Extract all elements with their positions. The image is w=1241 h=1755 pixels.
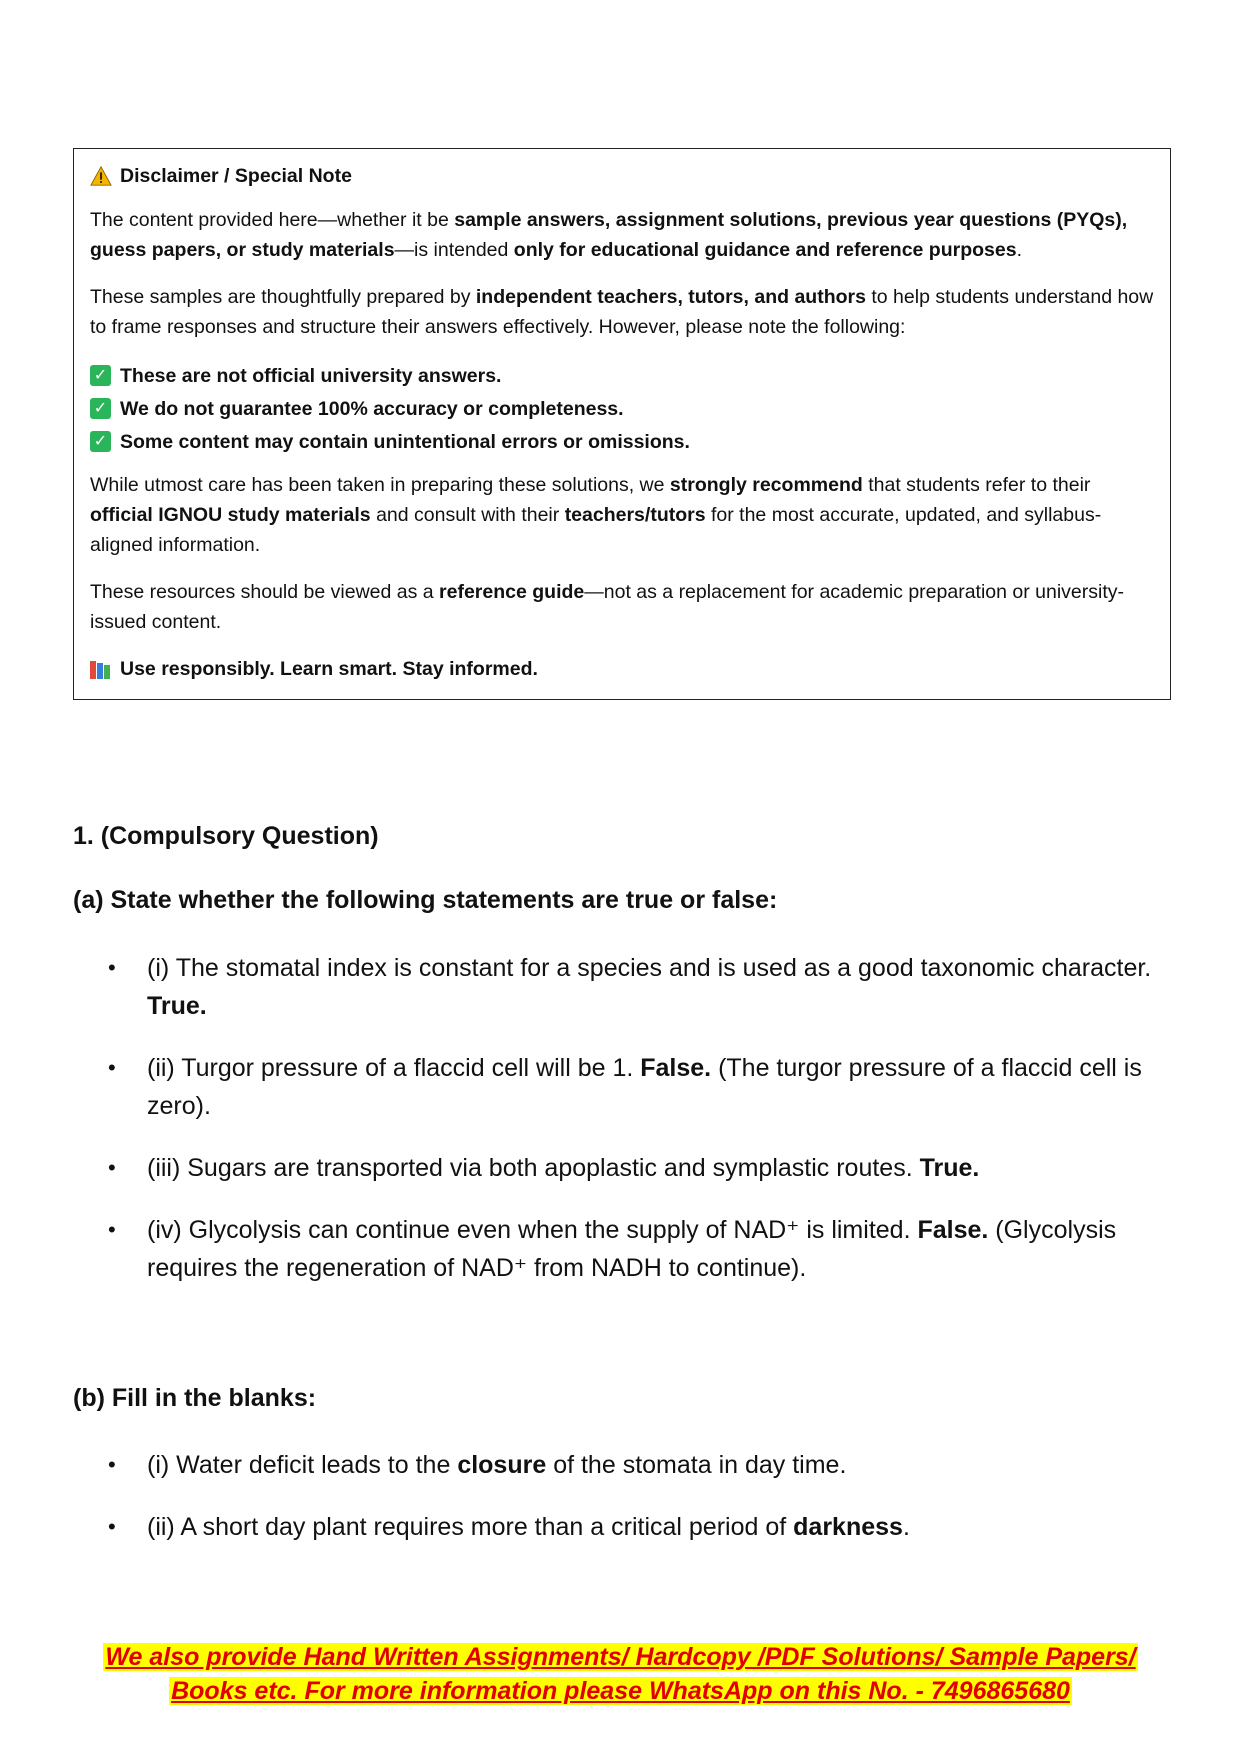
warning-icon xyxy=(90,165,112,187)
disclaimer-title-row xyxy=(90,161,1154,191)
disclaimer-paragraph-2: These samples are thoughtfully prepared by independent teachers, tutors, and authors to help students understand how to frame responses and structure their answers effectively. However, please note the following: xyxy=(90,286,1154,338)
disclaimer-box xyxy=(73,148,1171,700)
true-false-list xyxy=(73,949,1173,1311)
promo-line-1: We also provide Hand Written Assignments/ Hardcopy /PDF Solutions/ Sample Papers/ xyxy=(105,1643,1136,1671)
list-item: • (ii) A short day plant requires more than a critical period of darkness. xyxy=(73,1508,1173,1546)
promo-banner xyxy=(0,1640,1241,1708)
books-icon xyxy=(90,659,112,679)
disclaimer-paragraph-4: These resources should be viewed as a reference guide—not as a replacement for academic preparation or university-issued content. xyxy=(90,581,1125,633)
promo-line-2: Books etc. For more information please WhatsApp on this No. - 7496865680 xyxy=(171,1677,1070,1705)
list-item: • (i) Water deficit leads to the closure of the stomata in day time. xyxy=(73,1446,1173,1484)
disclaimer-closing: Use responsibly. Learn smart. Stay informed. xyxy=(90,654,1154,684)
fill-blanks-list xyxy=(73,1446,1173,1570)
part-a-heading: (a) State whether the following statements are true or false: xyxy=(73,886,778,914)
list-item: ✓ Some content may contain unintentional errors or omissions. xyxy=(90,425,1154,458)
check-icon: ✓ xyxy=(90,431,111,452)
list-item: • (i) The stomatal index is constant for a species and is used as a good taxonomic character. True. xyxy=(73,949,1173,1025)
part-b-heading: (b) Fill in the blanks: xyxy=(73,1384,317,1412)
disclaimer-paragraph-3: While utmost care has been taken in preparing these solutions, we strongly recommend that students refer to their official IGNOU study materials and consult with their teachers/tutors for the most accurate, updated, and syllabus-aligned information. xyxy=(90,474,1102,556)
list-item: ✓ We do not guarantee 100% accuracy or completeness. xyxy=(90,392,1154,425)
disclaimer-title: Disclaimer / Special Note xyxy=(120,165,352,187)
list-item: • (iii) Sugars are transported via both apoplastic and symplastic routes. True. xyxy=(73,1149,1173,1187)
check-list xyxy=(90,359,1154,458)
question-title: 1. (Compulsory Question) xyxy=(73,822,379,850)
list-item: • (iv) Glycolysis can continue even when the supply of NAD⁺ is limited. False. (Glycolysis requires the regeneration of NAD⁺ from NADH to continue). xyxy=(73,1211,1173,1287)
check-icon: ✓ xyxy=(90,365,111,386)
list-item: ✓ These are not official university answers. xyxy=(90,359,1154,392)
list-item: • (ii) Turgor pressure of a flaccid cell will be 1. False. (The turgor pressure of a flaccid cell is zero). xyxy=(73,1049,1173,1125)
check-icon: ✓ xyxy=(90,398,111,419)
disclaimer-paragraph-1: The content provided here—whether it be sample answers, assignment solutions, previous year questions (PYQs), guess papers, or study materials—is intended only for educational guidance and reference purposes. xyxy=(90,209,1128,261)
